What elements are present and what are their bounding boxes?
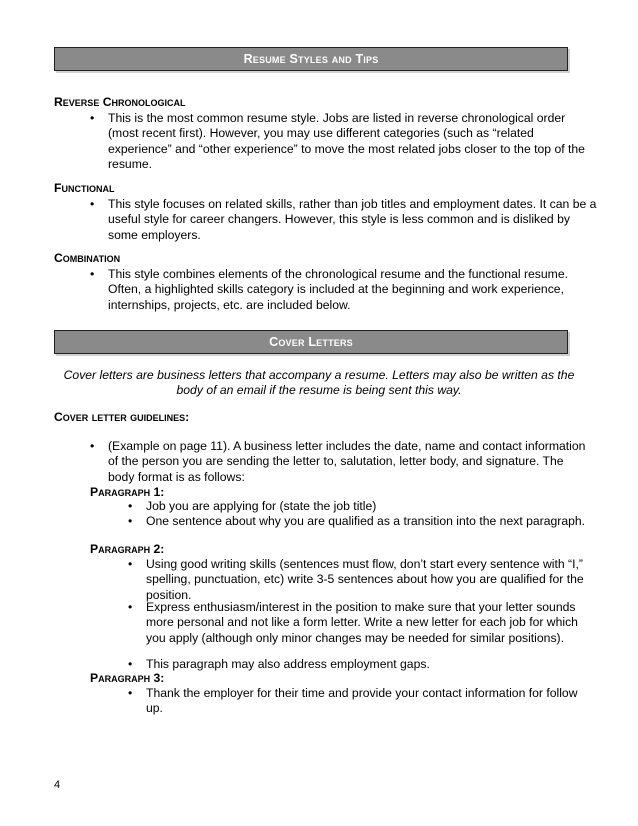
functional-heading: Functional bbox=[54, 181, 115, 195]
paragraph-2-bullet bbox=[128, 600, 588, 646]
paragraph-2-bullet bbox=[128, 657, 588, 672]
paragraph-1-bullet bbox=[128, 499, 588, 514]
paragraph-1-label: Paragraph 1: bbox=[90, 485, 165, 499]
paragraph-1-bullet bbox=[128, 514, 588, 529]
functional-text: This style focuses on related skills, rather than job titles and employment dates. It can be a useful style for career changers. However, this style is less common and is disliked by some employers. bbox=[108, 197, 597, 242]
cover-letters-intro: Cover letters are business letters that accompany a resume. Letters may also be written as the body of an email if the resume is being sent this way. bbox=[63, 368, 575, 398]
cover-letters-banner: Cover Letters bbox=[54, 330, 568, 354]
resume-styles-banner: Resume Styles and Tips bbox=[54, 47, 568, 71]
reverse-chronological-bullet bbox=[90, 111, 590, 173]
bullet-icon: • bbox=[128, 557, 133, 571]
bullet-icon: • bbox=[90, 197, 95, 211]
paragraph-2-bullet-text: Using good writing skills (sentences must flow, don’t start every sentence with “I,” spelling, punctuation, etc) write 3-5 sentences about how you are qualified for the position. bbox=[146, 557, 584, 602]
combination-text: This style combines elements of the chronological resume and the functional resume. Often, a highlighted skills category is included at the beginning and work experience, internships, projects, etc. are included below. bbox=[108, 267, 568, 312]
combination-bullet bbox=[90, 267, 590, 313]
paragraph-3-bullet bbox=[128, 686, 588, 717]
bullet-icon: • bbox=[90, 439, 95, 453]
bullet-icon: • bbox=[128, 657, 133, 671]
bullet-icon: • bbox=[128, 686, 133, 700]
combination-heading: Combination bbox=[54, 251, 121, 265]
paragraph-2-bullet-text: This paragraph may also address employment gaps. bbox=[146, 657, 430, 671]
business-letter-text: (Example on page 11). A business letter includes the date, name and contact information of the person you are sending the letter to, salutation, letter body, and signature. The body format is as follows: bbox=[108, 439, 586, 484]
paragraph-2-label: Paragraph 2: bbox=[90, 542, 165, 556]
bullet-icon: • bbox=[90, 267, 95, 281]
paragraph-1-bullet-text: One sentence about why you are qualified as a transition into the next paragraph. bbox=[146, 514, 586, 528]
paragraph-1-bullet-text: Job you are applying for (state the job title) bbox=[146, 499, 377, 513]
page-number: 4 bbox=[54, 779, 61, 791]
paragraph-3-bullet-text: Thank the employer for their time and provide your contact information for follow up. bbox=[146, 686, 578, 716]
reverse-chronological-text: This is the most common resume style. Jobs are listed in reverse chronological order (most recent first). However, you may use different categories (such as “related experience” and “other experience” to move the most related jobs closer to the top of the resume. bbox=[108, 111, 585, 172]
cover-letter-guidelines-heading: Cover letter guidelines: bbox=[54, 410, 190, 424]
paragraph-2-bullet bbox=[128, 557, 588, 603]
reverse-chronological-heading: Reverse Chronological bbox=[54, 95, 186, 109]
business-letter-bullet bbox=[90, 439, 590, 485]
bullet-icon: • bbox=[90, 111, 95, 125]
paragraph-2-bullet-text: Express enthusiasm/interest in the position to make sure that your letter sounds more personal and not like a form letter. Write a new letter for each job for which you apply (although only minor changes may be needed for similar positions). bbox=[146, 600, 578, 645]
paragraph-3-label: Paragraph 3: bbox=[90, 671, 165, 685]
bullet-icon: • bbox=[128, 600, 133, 614]
bullet-icon: • bbox=[128, 499, 133, 513]
functional-bullet bbox=[90, 197, 600, 243]
bullet-icon: • bbox=[128, 514, 133, 528]
